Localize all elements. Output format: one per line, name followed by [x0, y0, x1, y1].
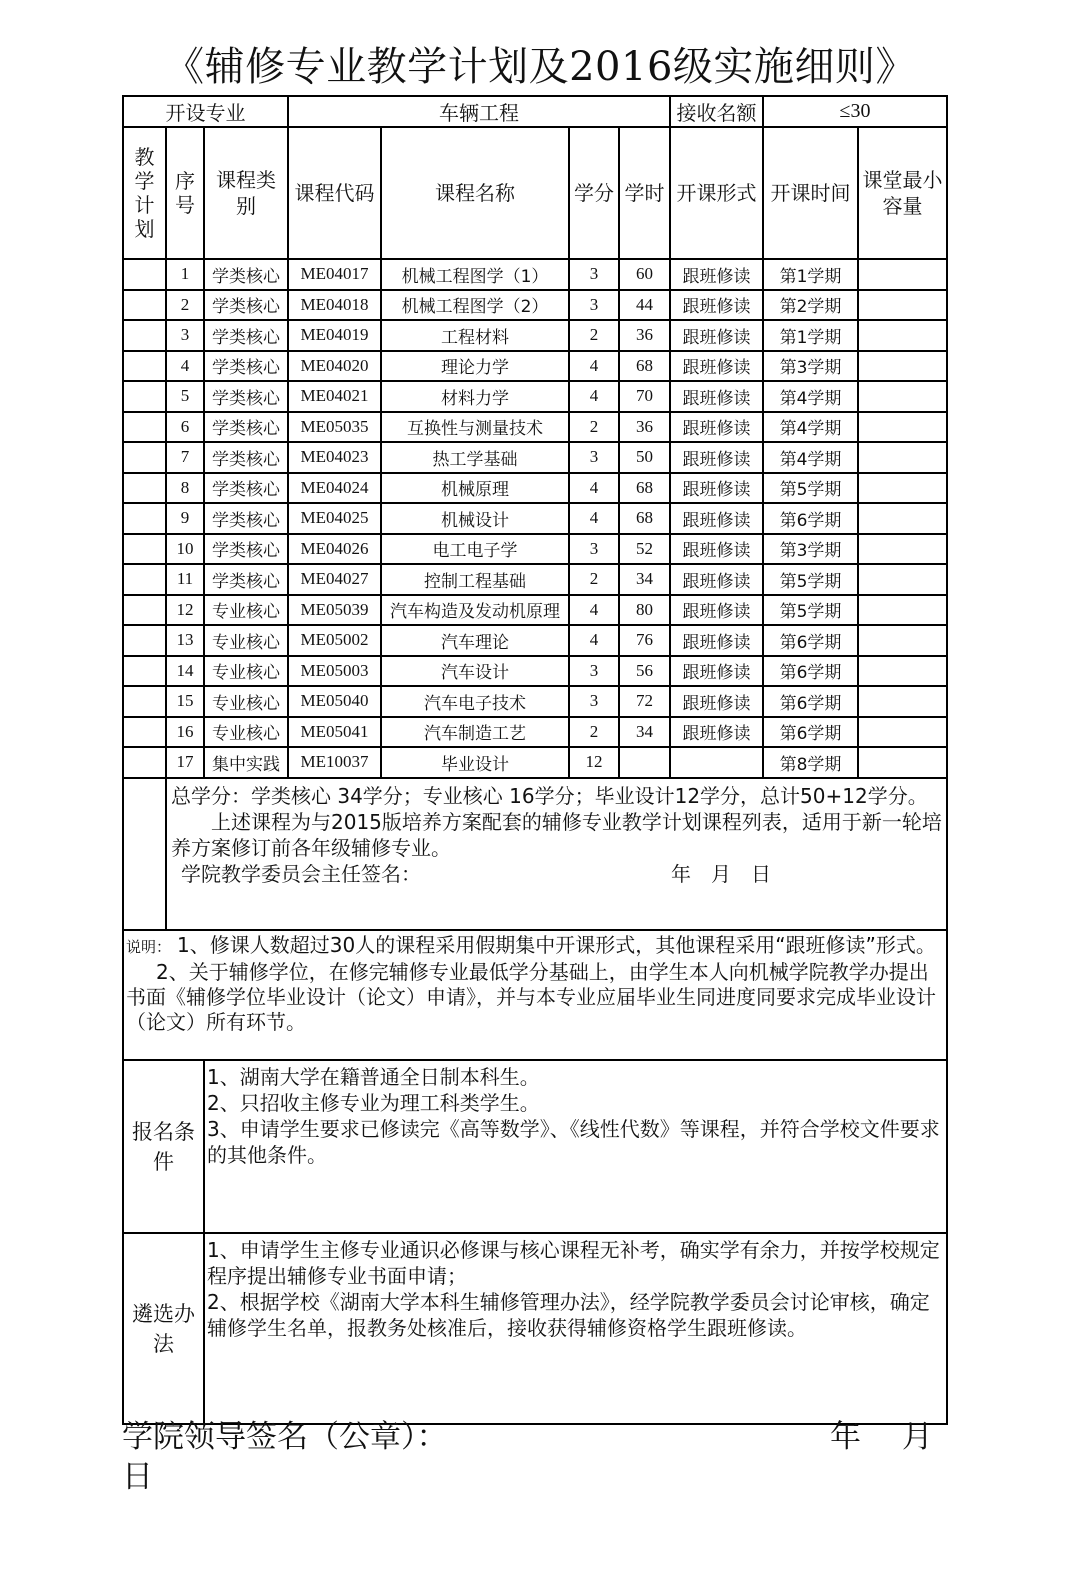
course-hours: 36: [619, 412, 670, 443]
course-term: 第6学期: [763, 625, 858, 656]
course-credits: 4: [569, 503, 619, 534]
note-item-1: 说明： 1、修课人数超过30人的课程采用假期集中开课形式，其他课程采用“跟班修读”形式。: [126, 932, 936, 957]
course-seq: 17: [166, 747, 204, 778]
capacity-value: ≤30: [763, 96, 947, 127]
course-hours: 34: [619, 564, 670, 595]
plan-cell: [123, 686, 166, 717]
plan-cell: [123, 442, 166, 473]
plan-cell: [123, 564, 166, 595]
course-name: 汽车制造工艺: [381, 717, 569, 748]
plan-note: 上述课程为与2015版培养方案配套的辅修专业教学计划课程列表，适用于新一轮培养方案修订前各年级辅修专业。: [171, 809, 942, 860]
course-mode: [670, 747, 763, 778]
leader-signature-label: 学院领导签名（公章）：: [122, 1419, 448, 1455]
course-rows: [123, 259, 947, 778]
col-category: 课程类别: [204, 127, 288, 259]
course-term: 第5学期: [763, 564, 858, 595]
table-row: [123, 747, 947, 778]
notes-cell: [123, 930, 947, 1060]
course-seq: 2: [166, 290, 204, 321]
course-category: 学类核心: [204, 320, 288, 351]
course-category: 学类核心: [204, 503, 288, 534]
enrollment-conditions: [204, 1060, 947, 1233]
course-term: 第8学期: [763, 747, 858, 778]
course-mode: 跟班修读: [670, 564, 763, 595]
table-row: [123, 473, 947, 504]
major-row: [123, 96, 947, 127]
course-min-capacity: [858, 290, 947, 321]
course-category: 集中实践: [204, 747, 288, 778]
course-code: ME04020: [288, 351, 381, 382]
course-seq: 1: [166, 259, 204, 290]
course-mode: 跟班修读: [670, 290, 763, 321]
course-name: 汽车电子技术: [381, 686, 569, 717]
course-min-capacity: [858, 625, 947, 656]
column-header-row: [123, 127, 947, 259]
course-hours: 76: [619, 625, 670, 656]
table-row: [123, 381, 947, 412]
selection-item-1: 1、申请学生主修专业通识必修课与核心课程无补考，确实学有余力，并按学校规定程序提出辅修专业书面申请；: [207, 1237, 940, 1288]
course-credits: 2: [569, 564, 619, 595]
course-category: 专业核心: [204, 717, 288, 748]
page-title: 《辅修专业教学计划及2016级实施细则》: [164, 44, 916, 90]
course-mode: 跟班修读: [670, 351, 763, 382]
plan-cell: [123, 534, 166, 565]
course-code: ME05040: [288, 686, 381, 717]
enrollment-item-3: 3、申请学生要求已修读完《高等数学》、《线性代数》等课程，并符合学校文件要求的其他条件。: [207, 1116, 940, 1167]
course-term: 第5学期: [763, 473, 858, 504]
table-row: [123, 351, 947, 382]
plan-cell: [123, 473, 166, 504]
col-name: 课程名称: [381, 127, 569, 259]
course-seq: 6: [166, 412, 204, 443]
course-code: ME05039: [288, 595, 381, 626]
course-category: 专业核心: [204, 686, 288, 717]
note-item-2: 2、关于辅修学位，在修完辅修专业最低学分基础上，由学生本人向机械学院教学办提出书面《辅修学位毕业设计（论文）申请》，并与本专业应届毕业生同进度同要求完成毕业设计（论文）所有环节。: [126, 959, 936, 1034]
course-code: ME04021: [288, 381, 381, 412]
course-credits: 3: [569, 290, 619, 321]
course-term: 第1学期: [763, 320, 858, 351]
course-hours: 68: [619, 351, 670, 382]
summary-spacer: [123, 778, 166, 930]
course-name: 工程材料: [381, 320, 569, 351]
course-hours: 72: [619, 686, 670, 717]
course-min-capacity: [858, 412, 947, 443]
plan-cell: [123, 320, 166, 351]
table-row: [123, 564, 947, 595]
course-seq: 7: [166, 442, 204, 473]
plan-cell: [123, 595, 166, 626]
course-hours: 68: [619, 503, 670, 534]
course-min-capacity: [858, 503, 947, 534]
course-category: 学类核心: [204, 412, 288, 443]
course-name: 互换性与测量技术: [381, 412, 569, 443]
course-mode: 跟班修读: [670, 595, 763, 626]
plan-cell: [123, 381, 166, 412]
course-category: 专业核心: [204, 625, 288, 656]
course-credits: 4: [569, 381, 619, 412]
enrollment-item-2: 2、只招收主修专业为理工科类学生。: [207, 1090, 540, 1115]
course-category: 学类核心: [204, 534, 288, 565]
course-credits: 3: [569, 442, 619, 473]
course-term: 第6学期: [763, 686, 858, 717]
course-name: 机械工程图学（2）: [381, 290, 569, 321]
course-code: ME04026: [288, 534, 381, 565]
course-term: 第6学期: [763, 656, 858, 687]
course-category: 学类核心: [204, 442, 288, 473]
course-name: 汽车构造及发动机原理: [381, 595, 569, 626]
course-mode: 跟班修读: [670, 259, 763, 290]
plan-cell: [123, 625, 166, 656]
course-hours: [619, 747, 670, 778]
plan-cell: [123, 259, 166, 290]
course-name: 毕业设计: [381, 747, 569, 778]
course-term: 第4学期: [763, 381, 858, 412]
table-row: [123, 625, 947, 656]
course-category: 学类核心: [204, 564, 288, 595]
enrollment-row: [123, 1060, 947, 1233]
course-min-capacity: [858, 442, 947, 473]
course-mode: 跟班修读: [670, 442, 763, 473]
course-term: 第3学期: [763, 351, 858, 382]
selection-item-2: 2、根据学校《湖南大学本科生辅修管理办法》，经学院教学委员会讨论审核，确定辅修学生名单，报教务处核准后，接收获得辅修资格学生跟班修读。: [207, 1289, 930, 1340]
table-row: [123, 686, 947, 717]
course-hours: 52: [619, 534, 670, 565]
col-credits: 学分: [569, 127, 619, 259]
course-code: ME04019: [288, 320, 381, 351]
course-name: 机械工程图学（1）: [381, 259, 569, 290]
course-credits: 4: [569, 473, 619, 504]
course-min-capacity: [858, 747, 947, 778]
col-hours: 学时: [619, 127, 670, 259]
committee-signature: 学院教学委员会主任签名： 年 月 日: [181, 861, 771, 886]
course-hours: 36: [619, 320, 670, 351]
plan-cell: [123, 747, 166, 778]
course-name: 汽车理论: [381, 625, 569, 656]
selection-row: [123, 1233, 947, 1424]
course-credits: 3: [569, 656, 619, 687]
course-term: 第6学期: [763, 503, 858, 534]
course-credits: 3: [569, 686, 619, 717]
course-name: 电工电子学: [381, 534, 569, 565]
course-credits: 2: [569, 412, 619, 443]
course-mode: 跟班修读: [670, 534, 763, 565]
course-category: 学类核心: [204, 351, 288, 382]
table-row: [123, 656, 947, 687]
course-category: 学类核心: [204, 290, 288, 321]
col-seq: 序号: [166, 127, 204, 259]
teaching-plan-table: [122, 95, 948, 1425]
course-seq: 9: [166, 503, 204, 534]
enrollment-item-1: 1、湖南大学在籍普通全日制本科生。: [207, 1064, 540, 1089]
col-plan: 教学计划: [123, 127, 166, 259]
course-code: ME04025: [288, 503, 381, 534]
course-term: 第2学期: [763, 290, 858, 321]
course-code: ME05041: [288, 717, 381, 748]
course-category: 专业核心: [204, 595, 288, 626]
course-mode: 跟班修读: [670, 625, 763, 656]
course-credits: 4: [569, 595, 619, 626]
course-term: 第4学期: [763, 412, 858, 443]
course-hours: 80: [619, 595, 670, 626]
course-name: 机械设计: [381, 503, 569, 534]
course-min-capacity: [858, 381, 947, 412]
plan-cell: [123, 656, 166, 687]
course-code: ME10037: [288, 747, 381, 778]
col-min-capacity: 课堂最小容量: [858, 127, 947, 259]
course-mode: 跟班修读: [670, 381, 763, 412]
course-mode: 跟班修读: [670, 656, 763, 687]
course-min-capacity: [858, 351, 947, 382]
course-credits: 4: [569, 625, 619, 656]
table-row: [123, 717, 947, 748]
table-row: [123, 595, 947, 626]
leader-signature-block: [122, 1418, 932, 1496]
notes-row: [123, 930, 947, 1060]
course-credits: 12: [569, 747, 619, 778]
course-name: 热工学基础: [381, 442, 569, 473]
table-row: [123, 503, 947, 534]
course-seq: 14: [166, 656, 204, 687]
course-credits: 4: [569, 351, 619, 382]
course-term: 第3学期: [763, 534, 858, 565]
course-code: ME04023: [288, 442, 381, 473]
course-name: 机械原理: [381, 473, 569, 504]
course-name: 汽车设计: [381, 656, 569, 687]
course-min-capacity: [858, 473, 947, 504]
course-name: 理论力学: [381, 351, 569, 382]
course-min-capacity: [858, 564, 947, 595]
course-mode: 跟班修读: [670, 686, 763, 717]
course-code: ME05002: [288, 625, 381, 656]
course-seq: 16: [166, 717, 204, 748]
plan-cell: [123, 351, 166, 382]
course-seq: 12: [166, 595, 204, 626]
course-min-capacity: [858, 595, 947, 626]
course-min-capacity: [858, 656, 947, 687]
col-mode: 开课形式: [670, 127, 763, 259]
course-mode: 跟班修读: [670, 473, 763, 504]
course-min-capacity: [858, 259, 947, 290]
course-term: 第6学期: [763, 717, 858, 748]
summary-row: [123, 778, 947, 930]
summary-cell: [166, 778, 947, 930]
course-term: 第1学期: [763, 259, 858, 290]
course-credits: 2: [569, 320, 619, 351]
col-code: 课程代码: [288, 127, 381, 259]
course-code: ME04017: [288, 259, 381, 290]
course-code: ME05003: [288, 656, 381, 687]
course-seq: 4: [166, 351, 204, 382]
course-mode: 跟班修读: [670, 717, 763, 748]
course-min-capacity: [858, 686, 947, 717]
course-credits: 2: [569, 717, 619, 748]
course-hours: 34: [619, 717, 670, 748]
signature-day: 日: [122, 1459, 153, 1495]
col-term: 开课时间: [763, 127, 858, 259]
course-hours: 56: [619, 656, 670, 687]
table-row: [123, 442, 947, 473]
plan-cell: [123, 290, 166, 321]
course-code: ME04027: [288, 564, 381, 595]
table-row: [123, 534, 947, 565]
course-seq: 5: [166, 381, 204, 412]
course-credits: 3: [569, 534, 619, 565]
course-mode: 跟班修读: [670, 412, 763, 443]
signature-year-month: 年 月: [830, 1419, 933, 1455]
course-hours: 70: [619, 381, 670, 412]
course-hours: 68: [619, 473, 670, 504]
course-name: 材料力学: [381, 381, 569, 412]
course-seq: 13: [166, 625, 204, 656]
course-term: 第5学期: [763, 595, 858, 626]
table-row: [123, 259, 947, 290]
major-value: 车辆工程: [288, 96, 670, 127]
course-mode: 跟班修读: [670, 320, 763, 351]
capacity-label: 接收名额: [670, 96, 763, 127]
course-name: 控制工程基础: [381, 564, 569, 595]
plan-cell: [123, 412, 166, 443]
table-row: [123, 412, 947, 443]
course-code: ME05035: [288, 412, 381, 443]
course-min-capacity: [858, 717, 947, 748]
course-term: 第4学期: [763, 442, 858, 473]
course-mode: 跟班修读: [670, 503, 763, 534]
course-credits: 3: [569, 259, 619, 290]
course-category: 学类核心: [204, 381, 288, 412]
total-credits: 总学分：学类核心 34学分；专业核心 16学分；毕业设计12学分，总计50+12学分。: [171, 783, 928, 808]
course-hours: 50: [619, 442, 670, 473]
course-seq: 3: [166, 320, 204, 351]
course-seq: 15: [166, 686, 204, 717]
plan-cell: [123, 503, 166, 534]
course-category: 学类核心: [204, 259, 288, 290]
course-seq: 10: [166, 534, 204, 565]
course-code: ME04018: [288, 290, 381, 321]
major-label: 开设专业: [123, 96, 288, 127]
selection-methods: [204, 1233, 947, 1424]
plan-cell: [123, 717, 166, 748]
course-category: 专业核心: [204, 656, 288, 687]
table-row: [123, 290, 947, 321]
course-code: ME04024: [288, 473, 381, 504]
enrollment-label: 报名条件: [123, 1060, 204, 1233]
table-row: [123, 320, 947, 351]
course-seq: 11: [166, 564, 204, 595]
course-hours: 44: [619, 290, 670, 321]
course-hours: 60: [619, 259, 670, 290]
selection-label: 遴选办法: [123, 1233, 204, 1424]
course-min-capacity: [858, 534, 947, 565]
course-category: 学类核心: [204, 473, 288, 504]
course-min-capacity: [858, 320, 947, 351]
course-seq: 8: [166, 473, 204, 504]
